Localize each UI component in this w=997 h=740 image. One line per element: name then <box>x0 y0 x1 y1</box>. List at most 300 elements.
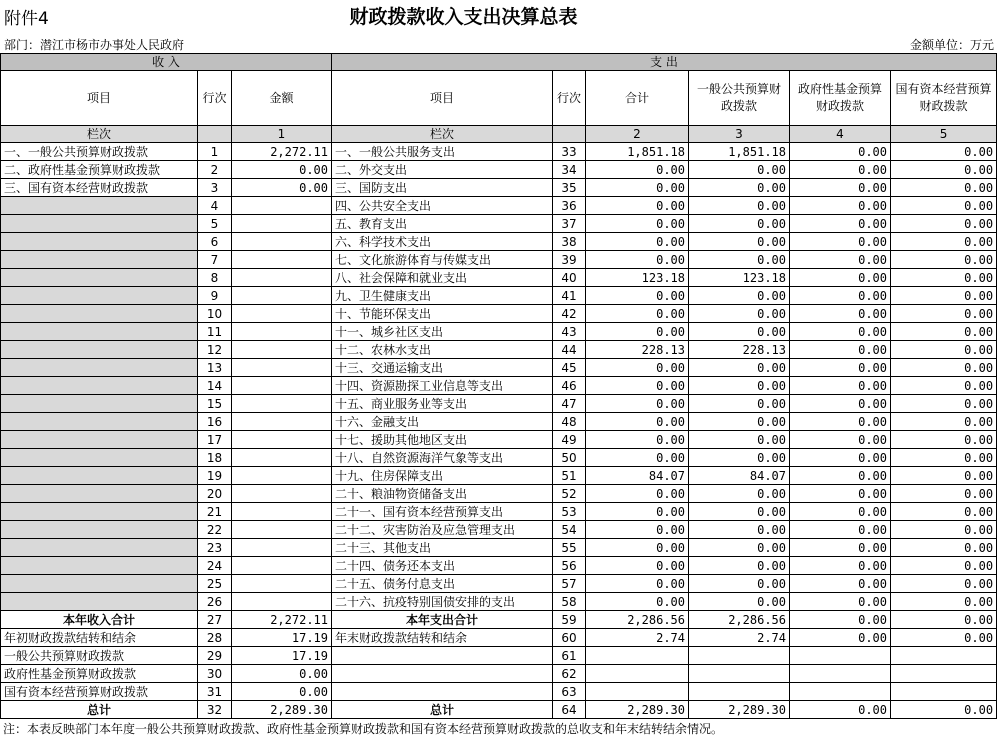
income-item: 二、政府性基金预算财政拨款 <box>1 161 198 179</box>
income-row-no: 21 <box>198 503 232 521</box>
expense-row-no: 52 <box>553 485 586 503</box>
expense-row-no: 36 <box>553 197 586 215</box>
expense-general: 0.00 <box>689 503 790 521</box>
expense-total: 0.00 <box>586 305 689 323</box>
expense-item: 二十六、抗疫特别国债安排的支出 <box>332 593 553 611</box>
expense-row-no: 37 <box>553 215 586 233</box>
expense-state: 0.00 <box>891 251 997 269</box>
expense-row-no: 38 <box>553 233 586 251</box>
expense-total: 0.00 <box>586 179 689 197</box>
carry-sub-no: 30 <box>198 665 232 683</box>
expense-general: 0.00 <box>689 593 790 611</box>
income-amount <box>232 521 332 539</box>
expense-state: 0.00 <box>891 467 997 485</box>
table-row <box>1 413 997 431</box>
expense-total: 0.00 <box>586 377 689 395</box>
expense-general: 0.00 <box>689 431 790 449</box>
income-row-no: 6 <box>198 233 232 251</box>
expense-state: 0.00 <box>891 197 997 215</box>
expense-state: 0.00 <box>891 287 997 305</box>
carry-sub-no: 31 <box>198 683 232 701</box>
expense-row-no: 53 <box>553 503 586 521</box>
expense-total: 0.00 <box>586 395 689 413</box>
expense-general: 0.00 <box>689 413 790 431</box>
expense-state: 0.00 <box>891 413 997 431</box>
expense-row-no: 47 <box>553 395 586 413</box>
col-expense-total: 合计 <box>586 71 689 126</box>
income-row-no: 26 <box>198 593 232 611</box>
income-item: 一、一般公共预算财政拨款 <box>1 143 198 161</box>
expense-total: 0.00 <box>586 557 689 575</box>
table-row <box>1 269 997 287</box>
expense-total: 0.00 <box>586 485 689 503</box>
expense-total-no: 59 <box>553 611 586 629</box>
income-amount <box>232 395 332 413</box>
income-amount <box>232 431 332 449</box>
income-amount: 0.00 <box>232 179 332 197</box>
expense-general: 0.00 <box>689 377 790 395</box>
grand-ex-label: 总计 <box>332 701 553 719</box>
carry-out-sum: 2.74 <box>586 629 689 647</box>
expense-total: 0.00 <box>586 593 689 611</box>
carry-sub-row <box>1 647 997 665</box>
expense-state: 0.00 <box>891 179 997 197</box>
expense-fund: 0.00 <box>790 377 891 395</box>
income-item <box>1 575 198 593</box>
expense-general: 0.00 <box>689 233 790 251</box>
expense-item: 四、公共安全支出 <box>332 197 553 215</box>
expense-fund: 0.00 <box>790 323 891 341</box>
carry-sub-blank <box>790 683 891 701</box>
expense-total-label: 本年支出合计 <box>332 611 553 629</box>
carry-sub-amount: 0.00 <box>232 683 332 701</box>
table-row <box>1 503 997 521</box>
expense-row-no: 54 <box>553 521 586 539</box>
table-row <box>1 557 997 575</box>
expense-general: 0.00 <box>689 161 790 179</box>
expense-state: 0.00 <box>891 431 997 449</box>
expense-fund: 0.00 <box>790 143 891 161</box>
expense-state: 0.00 <box>891 143 997 161</box>
expense-fund: 0.00 <box>790 233 891 251</box>
grand-ex-sum: 2,289.30 <box>586 701 689 719</box>
expense-general: 0.00 <box>689 449 790 467</box>
expense-item: 十九、住房保障支出 <box>332 467 553 485</box>
expense-fund: 0.00 <box>790 161 891 179</box>
income-amount <box>232 593 332 611</box>
income-item <box>1 467 198 485</box>
expense-total: 0.00 <box>586 359 689 377</box>
carry-sub-row <box>1 683 997 701</box>
expense-total: 123.18 <box>586 269 689 287</box>
expense-item: 三、国防支出 <box>332 179 553 197</box>
expense-row-no: 40 <box>553 269 586 287</box>
income-item <box>1 521 198 539</box>
carry-sub-label: 一般公共预算财政拨款 <box>1 647 198 665</box>
expense-row-no: 50 <box>553 449 586 467</box>
carry-out-general: 2.74 <box>689 629 790 647</box>
expense-general: 0.00 <box>689 251 790 269</box>
col-index-5: 5 <box>891 126 997 143</box>
income-row-no: 23 <box>198 539 232 557</box>
carry-out-fund: 0.00 <box>790 629 891 647</box>
income-amount <box>232 359 332 377</box>
footnote: 注：本表反映部门本年度一般公共预算财政拨款、政府性基金预算财政拨款和国有资本经营预算财政拨款的总收支和年末结转结余情况。 <box>3 722 724 736</box>
income-row-no: 10 <box>198 305 232 323</box>
income-row-no: 15 <box>198 395 232 413</box>
expense-state: 0.00 <box>891 539 997 557</box>
col-label-blank <box>198 126 232 143</box>
income-row-no: 2 <box>198 161 232 179</box>
income-item <box>1 323 198 341</box>
expense-total: 1,851.18 <box>586 143 689 161</box>
expense-fund: 0.00 <box>790 305 891 323</box>
income-amount <box>232 467 332 485</box>
income-row-no: 20 <box>198 485 232 503</box>
expense-item: 九、卫生健康支出 <box>332 287 553 305</box>
expense-state: 0.00 <box>891 503 997 521</box>
expense-row-no: 44 <box>553 341 586 359</box>
income-item <box>1 431 198 449</box>
expense-item: 十五、商业服务业等支出 <box>332 395 553 413</box>
income-item <box>1 503 198 521</box>
col-income-amount: 金额 <box>232 71 332 126</box>
carry-sub-blank <box>689 665 790 683</box>
expense-fund: 0.00 <box>790 593 891 611</box>
table-row <box>1 197 997 215</box>
carry-in-no: 28 <box>198 629 232 647</box>
income-row-no: 25 <box>198 575 232 593</box>
expense-row-no: 49 <box>553 431 586 449</box>
expense-row-no: 57 <box>553 575 586 593</box>
table-row <box>1 341 997 359</box>
carry-sub-blank <box>689 647 790 665</box>
col-index-4: 4 <box>790 126 891 143</box>
carry-sub-label: 政府性基金预算财政拨款 <box>1 665 198 683</box>
income-amount <box>232 575 332 593</box>
expense-item: 二十、粮油物资储备支出 <box>332 485 553 503</box>
grand-in-amount: 2,289.30 <box>232 701 332 719</box>
expense-general: 0.00 <box>689 323 790 341</box>
expense-total: 0.00 <box>586 251 689 269</box>
table-row <box>1 467 997 485</box>
col-expense-state: 国有资本经营预算财政拨款 <box>891 71 997 126</box>
income-row-no: 9 <box>198 287 232 305</box>
table-row <box>1 161 997 179</box>
expense-item: 十八、自然资源海洋气象等支出 <box>332 449 553 467</box>
expense-state: 0.00 <box>891 593 997 611</box>
carry-sub-row <box>1 665 997 683</box>
income-item <box>1 593 198 611</box>
expense-general: 0.00 <box>689 539 790 557</box>
expense-fund: 0.00 <box>790 557 891 575</box>
col-expense-fund: 政府性基金预算财政拨款 <box>790 71 891 126</box>
expense-item: 十七、援助其他地区支出 <box>332 431 553 449</box>
income-row-no: 17 <box>198 431 232 449</box>
carry-sub-blank <box>891 683 997 701</box>
expense-item: 五、教育支出 <box>332 215 553 233</box>
income-row-no: 4 <box>198 197 232 215</box>
expense-state: 0.00 <box>891 395 997 413</box>
col-label-blank-2 <box>553 126 586 143</box>
col-label-expense: 栏次 <box>332 126 553 143</box>
expense-item: 八、社会保障和就业支出 <box>332 269 553 287</box>
expense-total: 0.00 <box>586 575 689 593</box>
carry-sub-blank <box>891 647 997 665</box>
income-item <box>1 269 198 287</box>
income-amount: 0.00 <box>232 161 332 179</box>
income-row-no: 18 <box>198 449 232 467</box>
expense-total: 0.00 <box>586 521 689 539</box>
carry-sub-amount: 17.19 <box>232 647 332 665</box>
grand-in-no: 32 <box>198 701 232 719</box>
table-row <box>1 431 997 449</box>
income-total-label: 本年收入合计 <box>1 611 198 629</box>
col-label: 栏次 <box>1 126 198 143</box>
income-amount <box>232 557 332 575</box>
income-item <box>1 485 198 503</box>
expense-state: 0.00 <box>891 341 997 359</box>
expense-fund: 0.00 <box>790 359 891 377</box>
carry-sub-blank <box>586 647 689 665</box>
expense-item: 二十二、灾害防治及应急管理支出 <box>332 521 553 539</box>
expense-total-state: 0.00 <box>891 611 997 629</box>
expense-state: 0.00 <box>891 269 997 287</box>
carry-sub-blank <box>689 683 790 701</box>
expense-general: 0.00 <box>689 395 790 413</box>
income-amount <box>232 539 332 557</box>
expense-row-no: 42 <box>553 305 586 323</box>
expense-total: 0.00 <box>586 215 689 233</box>
col-index-2: 2 <box>586 126 689 143</box>
expense-general: 0.00 <box>689 215 790 233</box>
income-amount <box>232 251 332 269</box>
table-row <box>1 539 997 557</box>
expense-total: 0.00 <box>586 323 689 341</box>
expense-row-no: 34 <box>553 161 586 179</box>
income-item <box>1 377 198 395</box>
expense-state: 0.00 <box>891 161 997 179</box>
income-item <box>1 305 198 323</box>
expense-general: 0.00 <box>689 179 790 197</box>
expense-fund: 0.00 <box>790 287 891 305</box>
income-item <box>1 251 198 269</box>
expense-total: 0.00 <box>586 161 689 179</box>
table-row <box>1 305 997 323</box>
income-amount <box>232 287 332 305</box>
table-row <box>1 593 997 611</box>
expense-general: 0.00 <box>689 557 790 575</box>
expense-general: 0.00 <box>689 521 790 539</box>
expense-fund: 0.00 <box>790 521 891 539</box>
income-item <box>1 413 198 431</box>
attachment-label: 附件4 <box>4 9 49 29</box>
income-amount <box>232 413 332 431</box>
expense-row-no: 58 <box>553 593 586 611</box>
income-amount <box>232 503 332 521</box>
expense-fund: 0.00 <box>790 395 891 413</box>
expense-item: 二十三、其他支出 <box>332 539 553 557</box>
income-item <box>1 197 198 215</box>
table-row <box>1 179 997 197</box>
expense-row-no: 33 <box>553 143 586 161</box>
income-row-no: 16 <box>198 413 232 431</box>
col-index-3: 3 <box>689 126 790 143</box>
income-amount <box>232 269 332 287</box>
expense-general: 0.00 <box>689 305 790 323</box>
table-row <box>1 251 997 269</box>
income-item <box>1 395 198 413</box>
expense-row-no: 56 <box>553 557 586 575</box>
col-expense-item: 项目 <box>332 71 553 126</box>
col-index-1: 1 <box>232 126 332 143</box>
grand-ex-general: 2,289.30 <box>689 701 790 719</box>
grand-ex-state: 0.00 <box>891 701 997 719</box>
income-amount <box>232 215 332 233</box>
income-item <box>1 539 198 557</box>
expense-fund: 0.00 <box>790 197 891 215</box>
income-header: 收 入 <box>1 54 332 71</box>
expense-total: 0.00 <box>586 287 689 305</box>
income-total-amount: 2,272.11 <box>232 611 332 629</box>
carry-sub-label: 国有资本经营预算财政拨款 <box>1 683 198 701</box>
income-row-no: 11 <box>198 323 232 341</box>
expense-total: 228.13 <box>586 341 689 359</box>
expense-total: 0.00 <box>586 197 689 215</box>
carry-sub-blank <box>891 665 997 683</box>
expense-general: 0.00 <box>689 287 790 305</box>
expense-item: 二、外交支出 <box>332 161 553 179</box>
carry-out-state: 0.00 <box>891 629 997 647</box>
expense-item: 十、节能环保支出 <box>332 305 553 323</box>
expense-item: 一、一般公共服务支出 <box>332 143 553 161</box>
expense-row-no: 35 <box>553 179 586 197</box>
expense-state: 0.00 <box>891 575 997 593</box>
carry-sub-amount: 0.00 <box>232 665 332 683</box>
income-item <box>1 233 198 251</box>
expense-general: 0.00 <box>689 485 790 503</box>
carry-sub-ex-no: 63 <box>553 683 586 701</box>
income-row-no: 5 <box>198 215 232 233</box>
expense-state: 0.00 <box>891 485 997 503</box>
carry-sub-blank <box>332 665 553 683</box>
expense-total: 84.07 <box>586 467 689 485</box>
income-row-no: 3 <box>198 179 232 197</box>
income-row-no: 8 <box>198 269 232 287</box>
income-row-no: 1 <box>198 143 232 161</box>
income-item <box>1 215 198 233</box>
expense-fund: 0.00 <box>790 485 891 503</box>
carry-sub-blank <box>332 683 553 701</box>
table-body <box>1 143 997 611</box>
table-row <box>1 143 997 161</box>
expense-row-no: 39 <box>553 251 586 269</box>
income-row-no: 12 <box>198 341 232 359</box>
expense-row-no: 46 <box>553 377 586 395</box>
expense-state: 0.00 <box>891 521 997 539</box>
expense-general: 0.00 <box>689 359 790 377</box>
expense-row-no: 43 <box>553 323 586 341</box>
income-amount: 2,272.11 <box>232 143 332 161</box>
expense-total: 0.00 <box>586 233 689 251</box>
expense-fund: 0.00 <box>790 341 891 359</box>
expense-state: 0.00 <box>891 305 997 323</box>
income-item <box>1 449 198 467</box>
income-amount <box>232 377 332 395</box>
expense-fund: 0.00 <box>790 467 891 485</box>
expense-total-general: 2,286.56 <box>689 611 790 629</box>
income-item <box>1 287 198 305</box>
expense-fund: 0.00 <box>790 413 891 431</box>
table-row <box>1 359 997 377</box>
expense-item: 六、科学技术支出 <box>332 233 553 251</box>
expense-state: 0.00 <box>891 449 997 467</box>
income-amount <box>232 449 332 467</box>
carry-sub-rows <box>1 647 997 701</box>
table-row <box>1 575 997 593</box>
expense-state: 0.00 <box>891 377 997 395</box>
income-amount <box>232 323 332 341</box>
expense-item: 十一、城乡社区支出 <box>332 323 553 341</box>
expense-fund: 0.00 <box>790 503 891 521</box>
expense-state: 0.00 <box>891 557 997 575</box>
income-total-no: 27 <box>198 611 232 629</box>
grand-ex-no: 64 <box>553 701 586 719</box>
expense-item: 十四、资源勘探工业信息等支出 <box>332 377 553 395</box>
expense-item: 二十五、债务付息支出 <box>332 575 553 593</box>
page-title: 财政拨款收入支出决算总表 <box>349 6 578 28</box>
table-row <box>1 233 997 251</box>
expense-total: 0.00 <box>586 431 689 449</box>
expense-general: 0.00 <box>689 197 790 215</box>
expense-fund: 0.00 <box>790 431 891 449</box>
col-income-item: 项目 <box>1 71 198 126</box>
expense-item: 二十四、债务还本支出 <box>332 557 553 575</box>
expense-fund: 0.00 <box>790 269 891 287</box>
col-expense-general: 一般公共预算财政拨款 <box>689 71 790 126</box>
table-row <box>1 395 997 413</box>
income-amount <box>232 341 332 359</box>
expense-total: 0.00 <box>586 539 689 557</box>
income-amount <box>232 485 332 503</box>
expense-item: 十二、农林水支出 <box>332 341 553 359</box>
carry-sub-blank <box>790 665 891 683</box>
title-row <box>0 0 997 36</box>
expense-state: 0.00 <box>891 215 997 233</box>
expense-general: 84.07 <box>689 467 790 485</box>
income-item: 三、国有资本经营财政拨款 <box>1 179 198 197</box>
income-row-no: 7 <box>198 251 232 269</box>
income-item <box>1 341 198 359</box>
grand-ex-fund: 0.00 <box>790 701 891 719</box>
income-row-no: 13 <box>198 359 232 377</box>
carry-out-no: 60 <box>553 629 586 647</box>
expense-fund: 0.00 <box>790 575 891 593</box>
expense-total: 0.00 <box>586 449 689 467</box>
expense-state: 0.00 <box>891 233 997 251</box>
col-income-rowno: 行次 <box>198 71 232 126</box>
carry-sub-ex-no: 61 <box>553 647 586 665</box>
carry-in-amount: 17.19 <box>232 629 332 647</box>
expense-row-no: 55 <box>553 539 586 557</box>
table-row <box>1 215 997 233</box>
income-row-no: 19 <box>198 467 232 485</box>
expense-item: 七、文化旅游体育与传媒支出 <box>332 251 553 269</box>
expense-general: 228.13 <box>689 341 790 359</box>
expense-fund: 0.00 <box>790 539 891 557</box>
expense-state: 0.00 <box>891 323 997 341</box>
expense-row-no: 45 <box>553 359 586 377</box>
